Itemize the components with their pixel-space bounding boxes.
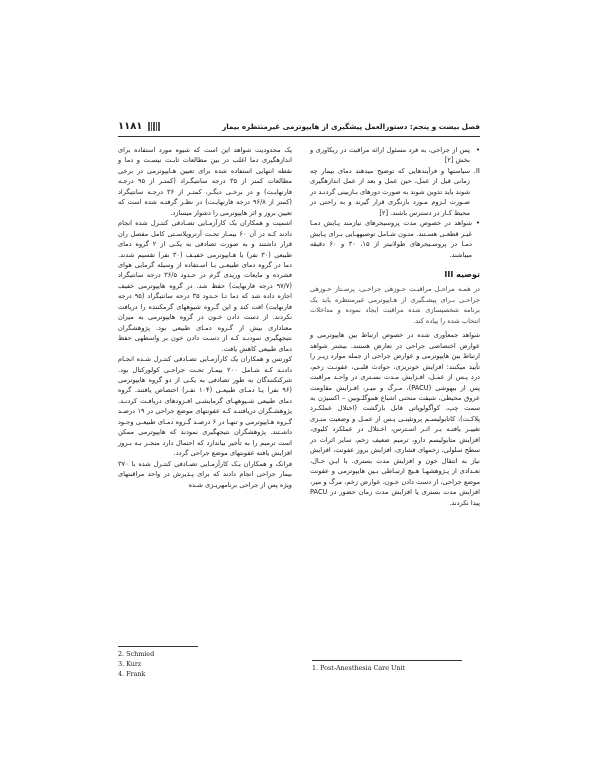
- body-paragraph: یک محدودیت شواهد این است که شیوه مورد استفاده برای اندازهگیری دما اغلب در بین مطالعات ثابـت نیسـت و دما و نقطه انتهایی استفاده شده برای تعیین هـایپوترمی در برخی مطالعات کمتر از ۳۵ درجه سانتیگـراد (کمتـر از ۹۵ درجـه فارنهایـت) و در برخـی دیگـر، کمتـر از ۳۶ درجـه سانتیگراد (کمتر از ۹۶/۸ درجه فارنهایـت) در نظـر گرفتـه شده است که تعیین بروز و اثر هایپوترمی را دشوار میسازد.: [118, 146, 292, 217]
- bullet-dot-icon: •: [475, 146, 480, 154]
- left-column: [118, 145, 292, 490]
- bullet-marker: II.: [473, 166, 480, 175]
- bullet-dot-icon: •: [475, 219, 480, 228]
- bullet-item: • شواهد در خصوص مدت پروسیجرهای نیازمند پـایش دمـا غیـر قطعـی هسـتند. متـون شـامل توصیههـایی بـرای پـایش دمـا در پروسـیجرهای طولانیتر از ۱۵، ۳۰ و ۶۰ دقیقه میباشند.: [310, 219, 480, 259]
- footnote: 3. Kurz: [118, 659, 142, 668]
- body-paragraph: اشمیت و همکاران یک کارآزمـایی تصـادفی کنتـرل شده انجام دادند کـه در آن ۶۰ بیمـار تحـت آرتروپلاسـتی کامل مفصل ران قرار داشتند و به صورت تصادفی به یکـی از ۲ گروه دمای طبیعی (۳۰ نفر) یا هـایپوترمی خفیـف (۳۰ نفر) تقسیم شدند. دما در گروه دمای طبیعـی بـا اسـتفاده از وسیله گرمایی هوای فشرده و مایعات وریدی گرم در حـدود ۳۶/۵ درجه سانتیگراد (۹۷/۷ درجه فارنهایت) حفظ شد. در گروه هایپوترمی خفیف اجازه داده شد که دما تـا حـدود ۳۵ درجه سانتیگراد (۹۵ درجه فارنهایت) افت کند و این گـروه شیوههای گرمکننده را دریافت نکردند. از دست دادن خـون در گروه هایپوترمی به میزان معناداری بیش از گـروه دمـای طبیعی بود. پژوهشگران نتیجهگیری نمودنـد کـه از دسـت دادن خون بر واسطهی حفظ دمای طبیعی کاهش یافت.: [118, 219, 293, 353]
- footnote: 1. Post-Anesthesia Care Unit: [312, 664, 406, 672]
- footnotes-right: [312, 664, 405, 674]
- footnote: 2. Schmied: [118, 650, 155, 658]
- footnote-rule-left: [118, 646, 198, 647]
- bullet-item: II. سیاستها و فرآیندهایی که توضیح میدهند دمای بیمار چه زمانی قبل از عمل، حین عمل و بعد از عمل اندازهگیری شوند باید تدوین شوند به صورت دورهای بـازبینی گردنـد در صـورت لـزوم مـورد بازنگری قرار گیرند و به راحتی در محیط کـار در دسترس باشند. [۲]: [310, 166, 480, 217]
- chapter-title: فصل بیست و پنجم: دستورالعمل پیشگیری از هایپوترمی غیرمنتظره بیمار: [222, 121, 480, 131]
- right-column: [310, 145, 480, 508]
- header-rule: [118, 136, 480, 137]
- recommendation-text: در همـه مراحـل مراقبـت حـوزهی جراحـی، پرسـتار حـوزهی جراحـی بـرای پیشـگیری از هـایپوترمی غیرمنتظره باید یک برنامه شخصیسازی شده مراقبت ایجاد نموده و مداخلات انتخاب شده را پیاده کند.: [310, 285, 480, 325]
- footnote-rule-right: [312, 660, 462, 661]
- footnotes-left: [118, 650, 154, 679]
- header-bars-icon: [148, 122, 160, 131]
- footnote: 4. Frank: [118, 669, 146, 678]
- body-paragraph: کورتس و همکاران یک کارآزمـایی تصـادفی کنتـرل شـده انجـام دادنـد کـه شـامل ۲۰۰ بیمـار تحـت جراحـی کولورکتال بود. شرکتکنندگان به طور تصادفی به یکـی از دو گروه هایپوترمی (۹۶ نفر) یـا دمـای طبیعـی (۱۰۴ نفـر) اختصاص یافتند. گروه دمای طبیعی شـیوههـای گرمایشـی افـزودهای دریافـت کردنـد. پژوهشـگران دریافتنـد کـه عفونتهای موضع جراحی در ۱۹ درصـد گـروه هـایپوترمی و تنهـا در ۶ درصـد گـروه دمـای طبیعـی وجـود داشـتند. پژوهشگران نتیجهگیری نمودند که هایپوترمی ممکن است ترمیم را به تأخیر بیاندازد که احتمال دارد منجـر بـه بـروز افزایش یافته عفونتهای موضع جراحی گردد.: [118, 355, 293, 458]
- body-paragraph: شواهد جمعآوری شده در خصوص ارتباط بین هایپوترمی و عوارض اختصاصی جراحی در تعارض هستند. بیشتر شواهد ارتباط بین هایپوترمی و عوارض جراحی از جمله موارد زیـر را تأیید میکنند: افزایش خونریزی، حوادث قلبـی، عفونـت زخم، درد پـس از عمـل، افـزایش مـدت بسـتری در واحـد مراقبت پس از بیهوشی (PACU)، مـرگ و میـر، افـزایش مقاومت عروق محیطی، شیفت منحنی اشباع هموگلـوبین – اکسیژن به سمت چپ، کوآگولوپاتی قابل بازگشت (اختلال عملکـرد پلاکـت)، کاتابولیسـم پروتئینـی پـس از عمـل و وضعیت منـزی تغییـر یافتـه بـر اثـر اسـترس، اخـتلال در عملکرد کلیوی، افزایش متابولیسم دارو، ترمیم ضعیف زخم، سایر اثرات در سطح سلولی، زخمهای فشاری، افزایش بروز عفونت، افزایش نیاز به انتقال خون و افزایش مدت بستری. با ایـن حـال، تعـدادی از پـژوهشهـا هـیچ ارتبـاطی بـین هایپوترمی و عفونت موضع جراحی، از دست دادن خـون، عوارض زخم، مرگ و میر، افزایش مدت بستری یا افزایش مدت زمان حضور در PACU پیدا نکردند.: [310, 331, 480, 507]
- bullet-item: • پس از جراحی، به فرد مسئول ارائه مراقبت در ریکاوری و بخش [۲]: [310, 146, 480, 165]
- running-header: [118, 118, 480, 134]
- page-number: ۱۱۸۱: [118, 120, 143, 132]
- section-heading: توصیه III: [444, 269, 480, 279]
- body-paragraph: فرانک و همکاران یـک کارآزمـایی تصـادفی کنتـرل شده با ۳۷۰ بیمار جراحی انجام دادند که برای پـذیرش در واحد مراقبتهای ویژه پس از جراحی برنامهریـزی شـده: [118, 459, 292, 489]
